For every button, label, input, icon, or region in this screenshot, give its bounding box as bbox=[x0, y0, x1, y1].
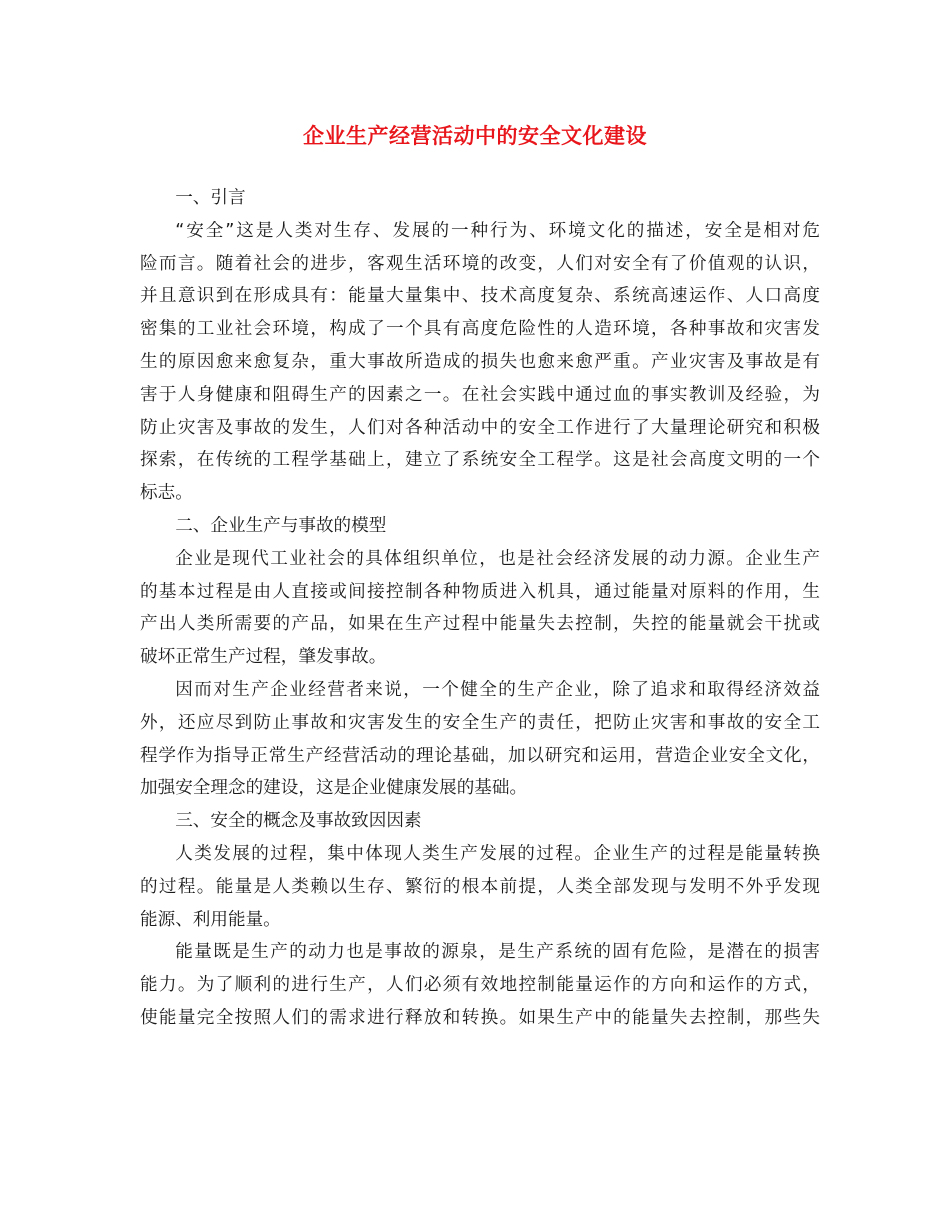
text-line: 标志。 bbox=[140, 483, 193, 504]
document-title: 企业生产经营活动中的安全文化建设 bbox=[303, 123, 647, 148]
text-line: 企业是现代工业社会的具体组织单位，也是社会经济发展的动力源。企业生产 bbox=[175, 548, 820, 569]
section-heading bbox=[140, 805, 820, 838]
text-line: 破坏正常生产过程，肇发事故。 bbox=[140, 647, 387, 668]
text-line: 人类发展的过程，集中体现人类生产发展的过程。企业生产的过程是能量转换 bbox=[175, 843, 820, 864]
text-line: 外，还应尽到防止事故和灾害发生的安全生产的责任，把防止灾害和事故的安全工 bbox=[140, 712, 820, 733]
text-line: 产出人类所需要的产品，如果在生产过程中能量失去控制，失控的能量就会干扰或 bbox=[140, 614, 820, 635]
paragraph bbox=[140, 936, 820, 1034]
text-line: 能力。为了顺利的进行生产，人们必须有效地控制能量运作的方向和运作的方式， bbox=[140, 975, 820, 996]
text-line: 加强安全理念的建设，这是企业健康发展的基础。 bbox=[140, 778, 528, 799]
text-line: 三、安全的概念及事故致因因素 bbox=[175, 811, 422, 832]
text-line: 生的原因愈来愈复杂，重大事故所造成的损失也愈来愈严重。产业灾害及事故是有 bbox=[140, 351, 820, 372]
text-line: 的过程。能量是人类赖以生存、繁衍的根本前提，人类全部发现与发明不外乎发现 bbox=[140, 876, 820, 897]
text-line: 探索，在传统的工程学基础上，建立了系统安全工程学。这是社会高度文明的一个 bbox=[140, 450, 820, 471]
text-line: 使能量完全按照人们的需求进行释放和转换。如果生产中的能量失去控制，那些失 bbox=[140, 1007, 820, 1028]
paragraph bbox=[140, 838, 820, 936]
section-heading bbox=[140, 182, 820, 215]
section-heading bbox=[140, 510, 820, 543]
text-line: 因而对生产企业经营者来说，一个健全的生产企业，除了追求和取得经济效益 bbox=[175, 679, 820, 700]
text-line: “安全”这是人类对生存、发展的一种行为、环境文化的描述，安全是相对危 bbox=[175, 220, 820, 241]
paragraph bbox=[140, 674, 820, 805]
text-line: 能量既是生产的动力也是事故的源泉，是生产系统的固有危险，是潜在的损害 bbox=[175, 942, 820, 963]
text-line: 密集的工业社会环境，构成了一个具有高度危险性的人造环境，各种事故和灾害发 bbox=[140, 319, 820, 340]
text-line: 害于人身健康和阻碍生产的因素之一。在社会实践中通过血的事实教训及经验，为 bbox=[140, 384, 820, 405]
paragraph bbox=[140, 215, 820, 510]
text-line: 险而言。随着社会的进步，客观生活环境的改变，人们对安全有了价值观的认识， bbox=[140, 253, 820, 274]
paragraph bbox=[140, 543, 820, 674]
text-line: 并且意识到在形成具有：能量大量集中、技术高度复杂、系统高速运作、人口高度 bbox=[140, 286, 820, 307]
text-line: 程学作为指导正常生产经营活动的理论基础，加以研究和运用，营造企业安全文化， bbox=[140, 745, 820, 766]
text-line: 一、引言 bbox=[175, 188, 246, 208]
text-line: 二、企业生产与事故的模型 bbox=[175, 515, 387, 536]
document-body bbox=[140, 182, 820, 1035]
text-line: 能源、利用能量。 bbox=[140, 909, 281, 930]
text-line: 的基本过程是由人直接或间接控制各种物质进入机具，通过能量对原料的作用，生 bbox=[140, 581, 820, 602]
text-line: 防止灾害及事故的发生，人们对各种活动中的安全工作进行了大量理论研究和积极 bbox=[140, 417, 820, 438]
